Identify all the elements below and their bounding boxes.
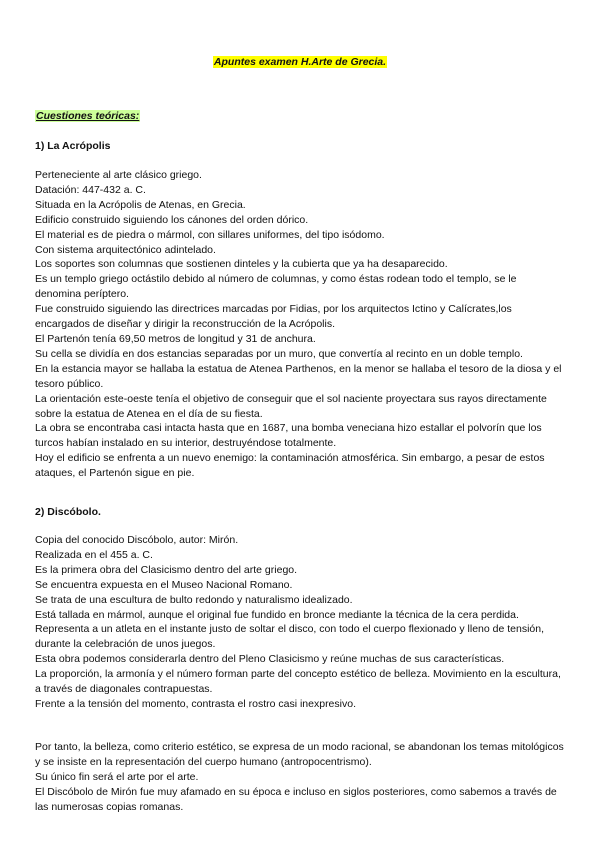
- paragraph: Representa a un atleta en el instante justo de soltar el disco, con todo el cuerpo flexionado y lleno de tensión, durante la celebración de unos juegos.: [35, 623, 544, 651]
- discobolo-body: [35, 533, 565, 712]
- paragraph: Su cella se dividía en dos estancias separadas por un muro, que convertía al recinto en un doble templo.: [35, 347, 523, 360]
- paragraph: Frente a la tensión del momento, contrasta el rostro casi inexpresivo.: [35, 697, 356, 710]
- paragraph: Se encuentra expuesta en el Museo Nacional Romano.: [35, 578, 293, 591]
- paragraph: Perteneciente al arte clásico griego.: [35, 169, 202, 181]
- section-heading: Cuestiones teóricas:: [36, 110, 140, 122]
- paragraph: Situada en la Acrópolis de Atenas, en Grecia.: [35, 198, 246, 211]
- paragraph: El Discóbolo de Mirón fue muy afamado en su época e incluso en siglos posteriores, como sabemos a través de las numerosas copias romanas.: [35, 785, 557, 813]
- paragraph: Se trata de una escultura de bulto redondo y naturalismo idealizado.: [35, 593, 353, 606]
- paragraph: En la estancia mayor se hallaba la estatua de Atenea Parthenos, en la menor se hallaba el tesoro de la diosa y el tesoro público.: [35, 362, 562, 390]
- paragraph: Fue construido siguiendo las directrices marcadas por Fidias, por los arquitectos Ictino y Calícrates,los encargados de diseñar y dirigir la reconstrucción de la Acrópolis.: [35, 303, 512, 331]
- paragraph: Edificio construido siguiendo los cánones del orden dórico.: [35, 213, 309, 226]
- paragraph: La proporción, la armonía y el número forman parte del concepto estético de belleza. Movimiento en la escultura, a través de diagonales contrapuestas.: [35, 668, 561, 696]
- paragraph: Copia del conocido Discóbolo, autor: Mirón.: [35, 534, 239, 546]
- paragraph: El material es de piedra o mármol, con sillares uniformes, del tipo isódomo.: [35, 228, 385, 241]
- acropolis-body: [35, 168, 565, 481]
- document-title: Apuntes examen H.Arte de Grecia.: [213, 56, 387, 68]
- paragraph: Datación: 447-432 a. C.: [35, 183, 146, 196]
- paragraph: Realizada en el 455 a. C.: [35, 548, 153, 561]
- discobolo-heading: 2) Discóbolo.: [35, 506, 101, 518]
- paragraph: Es un templo griego octástilo debido al número de columnas, y como éstas rodean todo el templo, se le denomina períptero.: [35, 273, 517, 301]
- paragraph: Con sistema arquitectónico adintelado.: [35, 243, 216, 256]
- paragraph: Está tallada en mármol, aunque el original fue fundido en bronce mediante la técnica de la cera perdida.: [35, 608, 519, 621]
- paragraph: Hoy el edificio se enfrenta a un nuevo enemigo: la contaminación atmosférica. Sin embargo, a pesar de estos ataques, el Partenón sigue en pie.: [35, 452, 545, 480]
- title-wrap: [0, 52, 600, 70]
- paragraph: Los soportes son columnas que sostienen dinteles y la cubierta que ya ha desaparecido.: [35, 258, 448, 271]
- closing-body: [35, 740, 565, 815]
- paragraph: Por tanto, la belleza, como criterio estético, se expresa de un modo racional, se abandonan los temas mitológicos y se insiste en la representación del cuerpo humano (antropocentrismo).: [35, 741, 564, 768]
- paragraph: Es la primera obra del Clasicismo dentro del arte griego.: [35, 563, 298, 576]
- acropolis-heading: 1) La Acrópolis: [35, 140, 111, 152]
- paragraph: La obra se encontraba casi intacta hasta que en 1687, una bomba veneciana hizo estallar el polvorín que los turcos habían instalado en su interior, destruyéndose totalmente.: [35, 422, 542, 450]
- paragraph: Su único fin será el arte por el arte.: [35, 770, 199, 783]
- paragraph: Esta obra podemos considerarla dentro del Pleno Clasicismo y reúne muchas de sus características.: [35, 653, 505, 666]
- paragraph: La orientación este-oeste tenía el objetivo de conseguir que el sol naciente proyectara sus rayos directamente sobre la estatua de Atenea en el día de su fiesta.: [35, 392, 547, 420]
- paragraph: El Partenón tenía 69,50 metros de longitud y 31 de anchura.: [35, 332, 316, 345]
